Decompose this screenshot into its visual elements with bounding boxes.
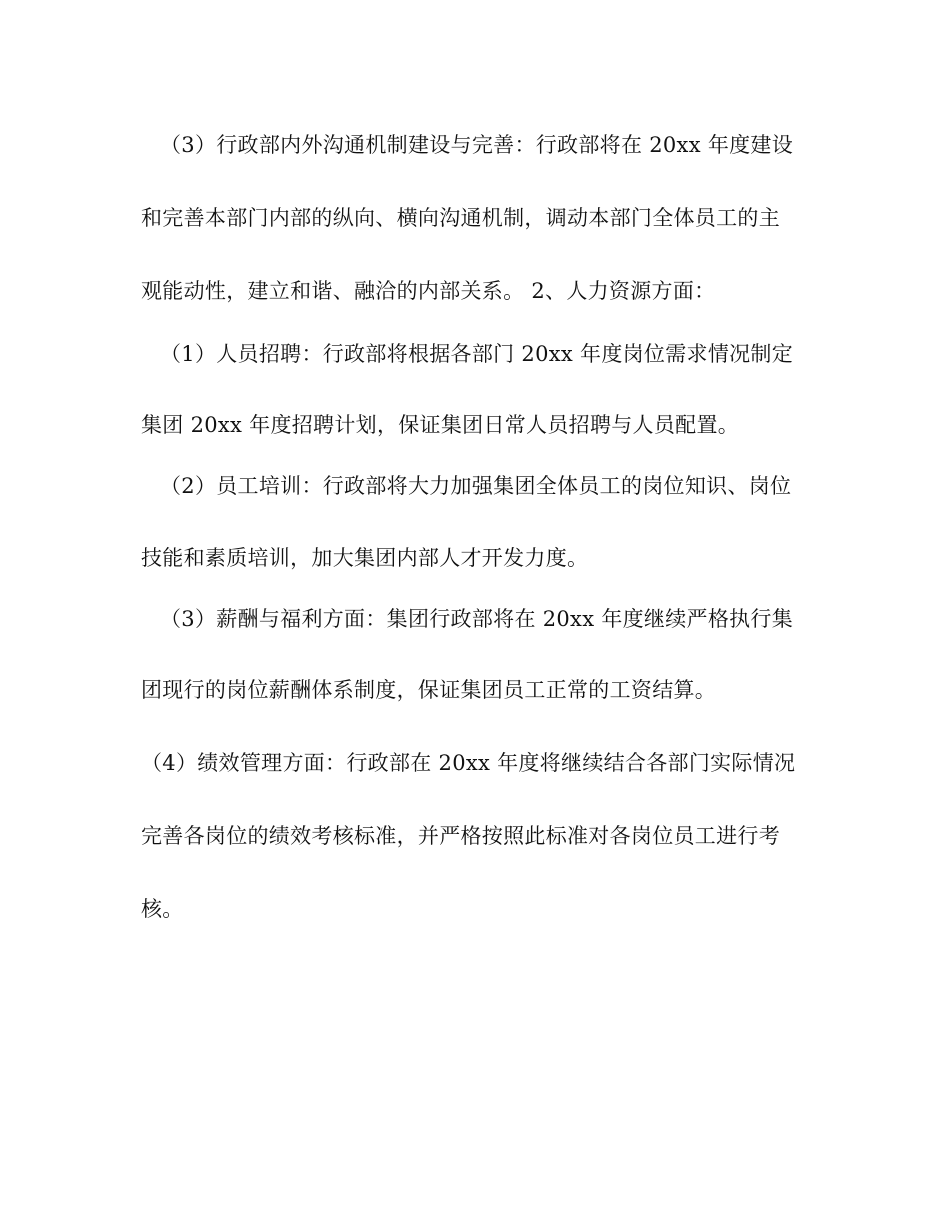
paragraph-line: 观能动性，建立和谐、融洽的内部关系。 2、人力资源方面： (141, 279, 716, 303)
paragraph-line: 技能和素质培训，加大集团内部人才开发力度。 (141, 546, 589, 570)
paragraph-line: （2）员工培训：行政部将大力加强集团全体员工的岗位知识、岗位 (160, 474, 792, 498)
paragraph-line: （1）人员招聘：行政部将根据各部门 20xx 年度岗位需求情况制定 (160, 342, 794, 366)
paragraph-line: （3）薪酬与福利方面：集团行政部将在 20xx 年度继续严格执行集 (160, 607, 794, 631)
paragraph-line: 团现行的岗位薪酬体系制度，保证集团员工正常的工资结算。 (141, 678, 717, 702)
paragraph-line: （3）行政部内外沟通机制建设与完善：行政部将在 20xx 年度建设 (160, 133, 794, 157)
paragraph-line: 完善各岗位的绩效考核标准，并严格按照此标准对各岗位员工进行考 (141, 824, 780, 848)
paragraph-line: 核。 (141, 897, 184, 921)
paragraph-line: 集团 20xx 年度招聘计划，保证集团日常人员招聘与人员配置。 (141, 413, 740, 437)
paragraph-line: 和完善本部门内部的纵向、横向沟通机制，调动本部门全体员工的主 (141, 206, 780, 230)
paragraph-line: （4）绩效管理方面：行政部在 20xx 年度将继续结合各部门实际情况 (141, 751, 796, 775)
